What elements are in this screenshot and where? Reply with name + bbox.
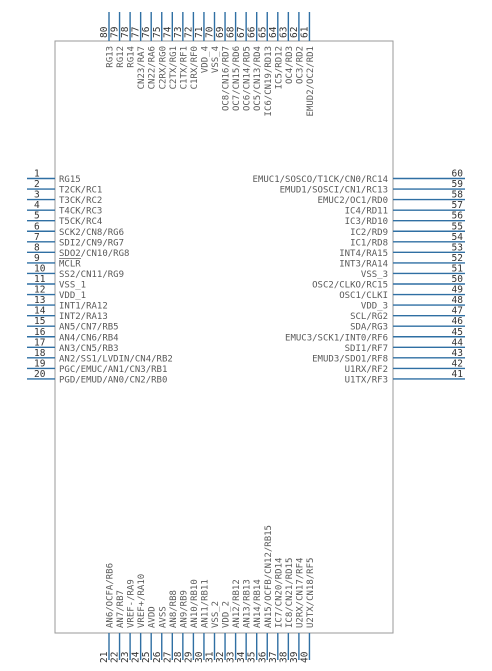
pin-label-42: U1RX/RF2	[344, 364, 388, 375]
pin-label-30: AN11/RB11	[200, 579, 211, 628]
pin-number-31: 31	[204, 651, 216, 663]
pin-number-5: 5	[34, 210, 40, 222]
pin-number-17: 17	[34, 337, 46, 349]
pin-number-46: 46	[451, 316, 463, 328]
pin-label-52: INT3/RA14	[339, 259, 388, 270]
pin-label-31: VSS_2	[211, 600, 221, 628]
pin-number-72: 72	[183, 26, 195, 38]
pin-number-78: 78	[120, 26, 132, 38]
pin-label-25: AVDD	[147, 606, 158, 628]
pin-label-10: SS2/CN11/RG9	[59, 269, 125, 280]
pin-number-62: 62	[288, 26, 300, 38]
pin-label-56: IC3/RD10	[344, 217, 388, 228]
pin-number-51: 51	[451, 263, 463, 275]
pin-label-32: VDD_2	[221, 600, 232, 628]
pin-number-4: 4	[34, 200, 40, 212]
pin-number-50: 50	[451, 274, 463, 285]
pin-number-13: 13	[34, 295, 46, 307]
pin-label-44: SDI1/RF7	[344, 343, 388, 354]
pin-label-14: INT2/RA13	[59, 312, 108, 323]
pin-label-46: SDA/RG3	[350, 322, 388, 333]
pin-label-58: EMUC2/OC1/RD0	[317, 196, 388, 207]
pin-number-12: 12	[34, 284, 46, 296]
pin-number-71: 71	[193, 26, 205, 38]
pin-label-43: EMUD3/SDO1/RF8	[312, 354, 388, 365]
pin-number-74: 74	[162, 26, 174, 38]
pin-number-53: 53	[451, 242, 463, 254]
pin-number-77: 77	[130, 26, 142, 38]
pin-label-75: C2RX/RG0	[158, 46, 169, 90]
pin-number-49: 49	[451, 284, 463, 296]
pin-number-28: 28	[172, 651, 184, 663]
pin-label-59: EMUD1/SOSCI/CN1/RC13	[279, 185, 388, 196]
pin-number-23: 23	[120, 651, 132, 663]
pin-label-61: EMUD2/OC2/RD1	[305, 46, 316, 117]
pin-label-24: VREF+/RA10	[137, 573, 148, 628]
pin-label-45: EMUC3/SCK1/INT0/RF6	[285, 333, 388, 344]
pin-label-27: AN8/RB8	[168, 590, 179, 628]
pin-label-47: SCL/RG2	[350, 312, 388, 323]
pin-label-9: MCLR	[59, 259, 81, 270]
pin-number-2: 2	[34, 179, 40, 191]
pin-label-11: VSS_1	[59, 280, 87, 291]
pin-label-50: OSC2/CLKO/RC15	[312, 280, 388, 291]
pin-label-1: RG15	[59, 175, 81, 185]
pin-number-41: 41	[451, 368, 463, 380]
pin-label-60: EMUC1/SOSCO/T1CK/CN0/RC14	[252, 175, 388, 185]
pin-label-73: C1TX/RF1	[179, 46, 190, 90]
pin-number-14: 14	[34, 305, 46, 317]
pin-number-40: 40	[299, 651, 311, 663]
pin-number-73: 73	[172, 26, 184, 38]
pin-number-8: 8	[34, 242, 40, 254]
pin-label-4: T4CK/RC3	[59, 206, 103, 217]
pin-label-69: OC8/CN16/RD7	[221, 45, 232, 112]
pin-number-36: 36	[257, 651, 269, 663]
pin-number-70: 70	[204, 26, 216, 38]
pin-number-57: 57	[451, 200, 463, 212]
pin-label-2: T2CK/RC1	[59, 185, 103, 196]
pin-number-64: 64	[267, 26, 279, 38]
pin-number-79: 79	[109, 26, 121, 38]
pin-label-78: RG14	[126, 46, 137, 68]
pin-label-26: AVSS	[158, 606, 169, 628]
pin-label-13: INT1/RA12	[59, 301, 108, 312]
pin-label-17: AN3/CN5/RB3	[59, 343, 119, 354]
pin-number-29: 29	[183, 651, 195, 663]
pin-number-48: 48	[451, 295, 463, 307]
pin-label-49: OSC1/CLKI	[339, 291, 388, 302]
pin-label-34: AN13/RB13	[242, 579, 253, 628]
pin-number-22: 22	[109, 651, 121, 663]
pin-label-66: OC5/CN13/RD4	[253, 46, 264, 112]
pin-label-29: AN10/RB10	[189, 579, 200, 628]
pin-label-51: VSS_3	[360, 269, 388, 280]
pin-label-48: VDD_3	[360, 301, 388, 312]
pin-number-61: 61	[299, 26, 311, 38]
pin-number-37: 37	[267, 651, 279, 663]
pin-number-47: 47	[451, 305, 463, 317]
pin-label-79: RG12	[116, 46, 127, 68]
pin-number-19: 19	[34, 358, 46, 370]
pin-number-39: 39	[288, 651, 300, 663]
pin-number-52: 52	[451, 252, 463, 264]
pin-number-30: 30	[193, 651, 205, 663]
pin-number-15: 15	[34, 316, 46, 328]
pin-number-54: 54	[451, 231, 463, 243]
pin-number-7: 7	[34, 231, 40, 243]
pin-label-64: IC5/RD12	[274, 46, 285, 90]
pin-label-35: AN14/RB14	[253, 579, 264, 628]
pin-label-54: IC1/RD8	[350, 238, 388, 249]
pin-label-5: T5CK/RC4	[59, 217, 103, 228]
pin-label-19: PGC/EMUC/AN1/CN3/RB1	[59, 364, 168, 375]
pin-number-68: 68	[225, 26, 237, 38]
pin-label-62: OC3/RD2	[295, 46, 306, 84]
pin-number-67: 67	[236, 26, 248, 38]
pin-number-11: 11	[34, 274, 46, 285]
pin-number-44: 44	[451, 337, 463, 349]
pin-label-6: SCK2/CN8/RG6	[59, 227, 125, 238]
pin-number-38: 38	[278, 651, 290, 663]
pin-number-20: 20	[34, 368, 46, 380]
pin-number-66: 66	[246, 26, 258, 38]
pin-label-18: AN2/SS1/LVDIN/CN4/RB2	[59, 354, 173, 365]
pin-number-21: 21	[99, 651, 110, 663]
pin-number-55: 55	[451, 221, 463, 233]
pin-label-20: PGD/EMUD/AN0/CN2/RB0	[59, 375, 168, 386]
pin-label-53: INT4/RA15	[339, 248, 388, 259]
pin-number-60: 60	[451, 168, 463, 180]
pin-number-65: 65	[257, 26, 269, 38]
pin-label-37: IC7/CN20/RD14	[274, 557, 285, 628]
pin-label-72: C1RX/RF0	[189, 46, 200, 90]
pin-number-34: 34	[236, 651, 248, 663]
pin-label-28: AN9/RB9	[179, 590, 190, 628]
pin-label-41: U1TX/RF3	[344, 375, 388, 386]
pin-label-16: AN4/CN6/RB4	[59, 333, 119, 344]
pin-number-35: 35	[246, 651, 258, 663]
pin-label-36: AN15/OCFB/CN12/RB15	[263, 525, 274, 628]
pin-number-26: 26	[151, 651, 163, 663]
pin-number-69: 69	[215, 26, 227, 38]
pin-number-43: 43	[451, 347, 463, 359]
pin-label-22: AN7/RB7	[116, 590, 127, 628]
pin-label-77: CN23/RA7	[137, 46, 148, 90]
pin-number-3: 3	[34, 189, 40, 201]
pin-number-63: 63	[278, 26, 290, 38]
pin-label-55: IC2/RD9	[350, 227, 388, 238]
pin-number-59: 59	[451, 179, 463, 191]
pin-label-8: SDO2/CN10/RG8	[59, 248, 130, 259]
pin-label-7: SDI2/CN9/RG7	[59, 238, 125, 249]
pin-number-18: 18	[34, 347, 46, 359]
pin-label-70: VSS_4	[211, 46, 221, 74]
pin-label-80: RG13	[105, 46, 116, 68]
pin-label-57: IC4/RD11	[344, 206, 388, 217]
pin-label-63: OC4/RD3	[284, 46, 295, 84]
pin-label-15: AN5/CN7/RB5	[59, 322, 119, 333]
pin-label-38: IC8/CN21/RD15	[284, 557, 295, 628]
pin-label-39: U2RX/CN17/RF4	[295, 557, 306, 628]
pin-label-3: T3CK/RC2	[59, 196, 103, 207]
pin-number-16: 16	[34, 326, 46, 338]
pin-number-33: 33	[225, 651, 237, 663]
pin-number-24: 24	[130, 651, 142, 663]
pin-label-67: OC6/CN14/RD5	[242, 46, 253, 112]
pin-label-76: CN22/RA6	[147, 46, 158, 90]
pin-label-71: VDD_4	[200, 46, 211, 74]
pin-label-21: AN6/OCFA/RB6	[105, 562, 116, 628]
pin-number-27: 27	[162, 651, 174, 663]
pin-number-9: 9	[34, 252, 40, 264]
pin-label-74: C2TX/RG1	[168, 46, 179, 90]
pin-label-68: OC7/CN15/RD6	[232, 46, 243, 112]
pin-number-42: 42	[451, 358, 463, 370]
pin-number-45: 45	[451, 326, 463, 338]
pin-number-58: 58	[451, 189, 463, 201]
pin-label-12: VDD_1	[59, 291, 87, 302]
pin-number-25: 25	[141, 651, 153, 663]
pin-label-33: AN12/RB12	[232, 579, 243, 628]
pin-label-65: IC6/CN19/RD13	[263, 46, 274, 117]
pin-number-56: 56	[451, 210, 463, 222]
pin-number-80: 80	[99, 26, 110, 38]
pin-number-76: 76	[141, 26, 153, 38]
pin-label-40: U2TX/CN18/RF5	[305, 557, 316, 628]
pin-number-32: 32	[215, 651, 227, 663]
pin-number-75: 75	[151, 26, 163, 38]
pin-number-6: 6	[34, 221, 40, 233]
pin-number-10: 10	[34, 263, 46, 275]
pin-label-23: VREF-/RA9	[126, 579, 137, 628]
pin-number-1: 1	[34, 168, 40, 180]
